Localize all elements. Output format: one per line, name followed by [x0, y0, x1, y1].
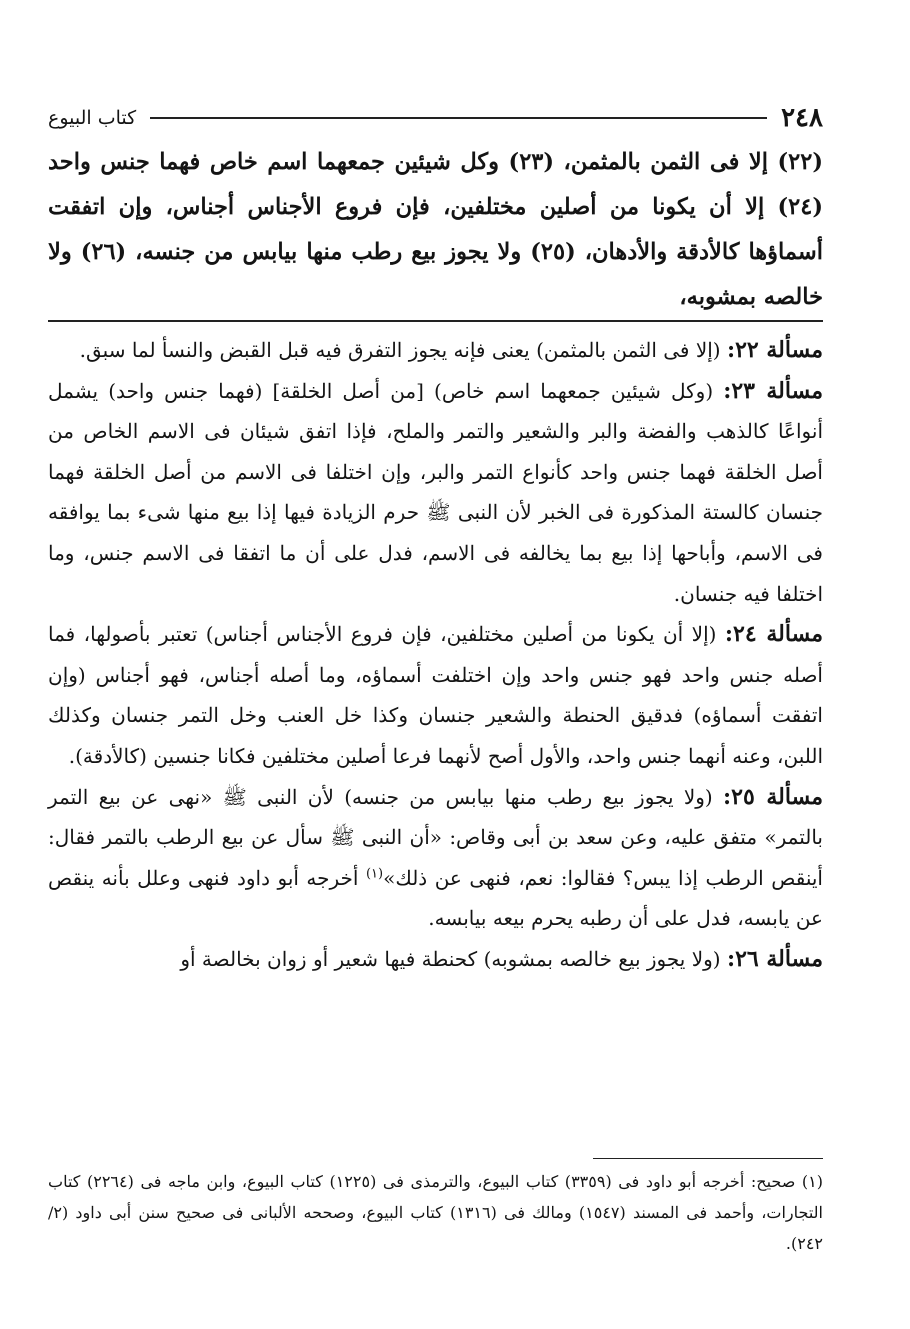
page-header [48, 96, 823, 140]
masala-text: (ولا يجوز بيع خالصه بمشوبه) كحنطة فيها شعير أو زوان بخالصة أو [180, 946, 727, 971]
footnote-separator [593, 1158, 823, 1159]
masala-text-continued: أخرجه أبو داود فنهى وعلل بأنه ينقص عن يابسه، فدل على أن رطبه يحرم بيعه بيابسه. [48, 865, 823, 931]
page-number: ٢٤٨ [781, 103, 823, 133]
masala-text: (ولا يجوز بيع رطب منها بيابس من جنسه) لأن النبى ﷺ «نهى عن بيع التمر بالتمر» متفق عليه، وعن سعد بن أبى وقاص: «أن النبى ﷺ سأل عن بيع الرطب بالتمر فقال: أينقص الرطب إذا يبس؟ فقالوا: نعم، فنهى عن ذلك» [48, 784, 823, 890]
masala-text: (إلا فى الثمن بالمثمن) يعنى فإنه يجوز التفرق فيه قبل القبض والنسأ لما سبق. [79, 338, 727, 362]
masala-paragraph [48, 330, 823, 371]
running-title: كتاب البيوع [48, 107, 137, 129]
commentary [48, 330, 823, 980]
matn-separator [48, 320, 823, 322]
masala-text: (إلا أن يكونا من أصلين مختلفين، فإن فروع الأجناس أجناس) تعتبر بأصولها، فما أصله جنس واحد فهو جنس واحد وإن اختلفت أسماؤه، وما أصله أجناس، فهو أجناس (وإن اتفقت أسماؤه) فدقيق الحنطة والشعير جنسان وكذا خل العنب وخل التمر جنسان وكذلك اللبن، وعنه أنهما جنس واحد، والأول أصح لأنهما فرعا أصلين مختلفين فكانا جنسين (كالأدقة). [48, 622, 823, 768]
footnote-reference[interactable]: (١) [365, 866, 384, 882]
matn-text: (٢٢) إلا فى الثمن بالمثمن، (٢٣) وكل شيئين جمعهما اسم خاص فهما جنس واحد (٢٤) إلا أن يكونا من أصلين مختلفين، فإن فروع الأجناس أجناس، وإن اتفقت أسماؤها كالأدقة والأدهان، (٢٥) ولا يجوز بيع رطب منها بيابس من جنسه، (٢٦) ولا خالصه بمشوبه، [48, 149, 823, 310]
masala-paragraph [48, 371, 823, 615]
footnote: (١) صحيح: أخرجه أبو داود فى (٣٣٥٩) كتاب البيوع، والترمذى فى (١٢٢٥) كتاب البيوع، وابن ماجه فى (٢٢٦٤) كتاب التجارات، وأحمد فى المسند (١٥٤٧) ومالك فى (١٣١٦) كتاب البيوع، وصححه الألبانى فى صحيح سنن أبى داود (٢/ ٢٤٢). [48, 1172, 823, 1253]
masala-paragraph [48, 939, 823, 980]
header-rule [150, 117, 767, 119]
masala-label: مسألة ٢٤: [724, 621, 823, 648]
masala-label: مسألة ٢٦: [726, 945, 823, 972]
masala-label: مسألة ٢٣: [723, 377, 823, 404]
masala-label: مسألة ٢٢: [726, 337, 823, 363]
masala-paragraph [48, 777, 823, 939]
masala-text: (وكل شيئين جمعهما اسم خاص) [من أصل الخلقة] (فهما جنس واحد) يشمل أنواعًا كالذهب والفضة والبر والشعير والتمر والملح، فإذا اتفق شيئان فى الاسم الخاص من أصل الخلقة فهما جنس واحد كأنواع التمر والبر، وإن اختلفا فى الاسم من أصل الخلقة فهما جنسان كالستة المذكورة فى الخبر لأن النبى ﷺ حرم الزيادة فيها إذا بيع منها شىء بما يوافقه فى الاسم، وأباحها إذا بيع بما يخالفه فى الاسم، فدل على أن ما اتفقا فى الاسم جنس، وما اختلفا فيه جنسان. [48, 378, 823, 606]
masala-paragraph [48, 614, 823, 776]
masala-label: مسألة ٢٥: [723, 783, 823, 810]
